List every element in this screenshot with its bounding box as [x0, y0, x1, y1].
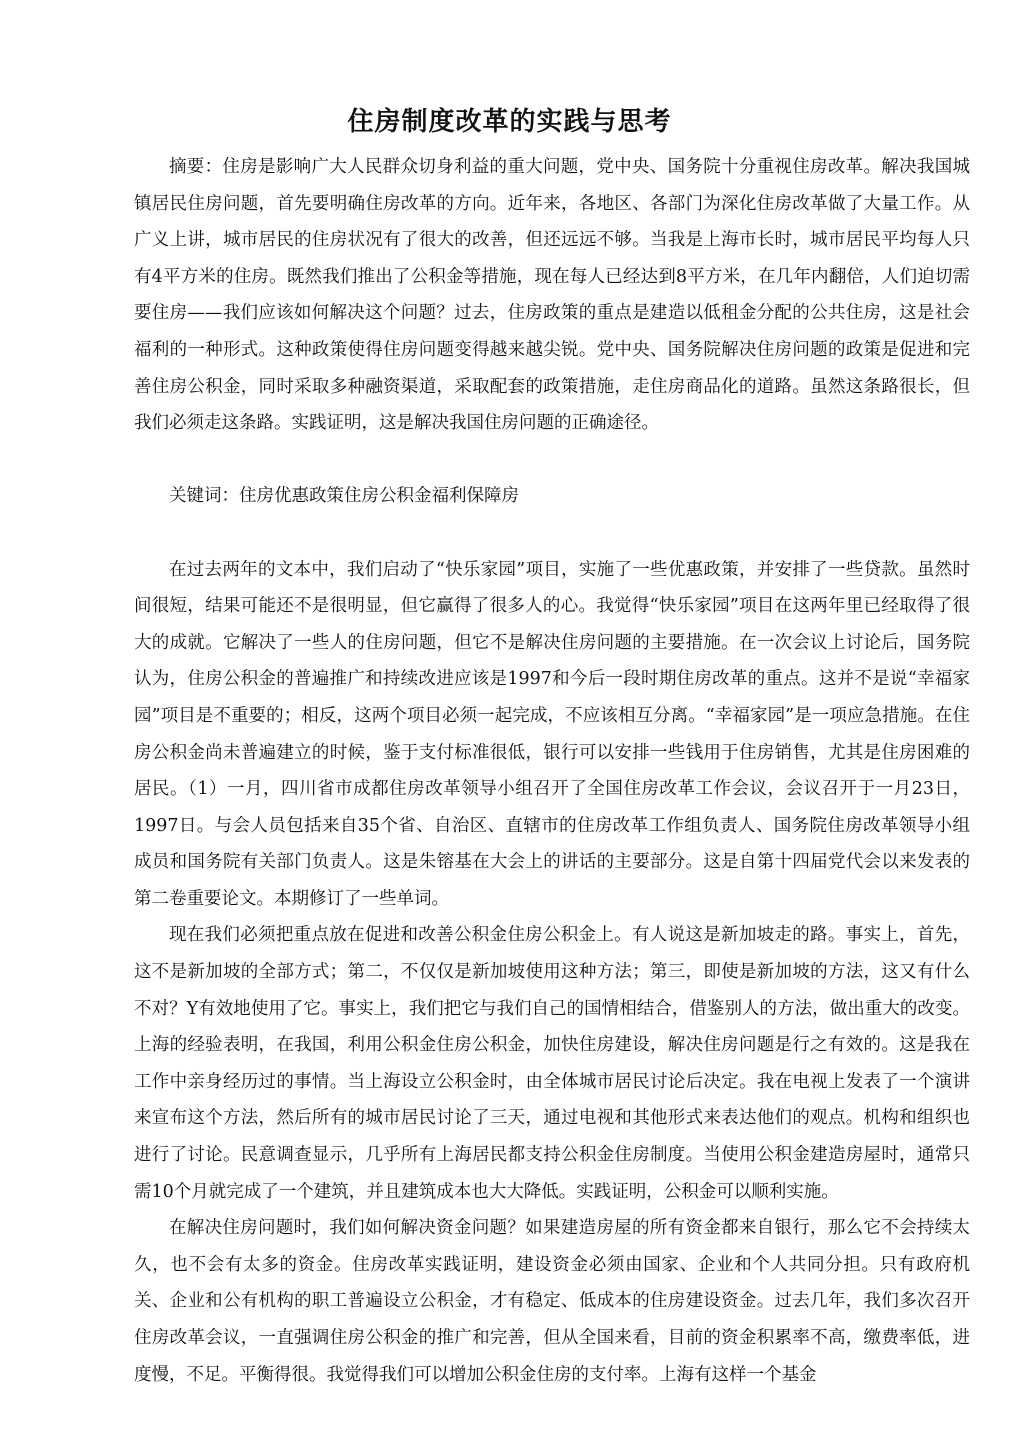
keywords-line: 关键词：住房优惠政策住房公积金福利保障房 [169, 486, 519, 507]
body-paragraph-1: 在过去两年的文本中，我们启动了“快乐家园”项目，实施了一些优惠政策，并安排了一些贷款。虽然时间很短，结果可能还不是很明显，但它赢得了很多人的心。我觉得“快乐家园”项目在这两年里已经取得了很大的成就。它解决了一些人的住房问题，但它不是解决住房问题的主要措施。在一次会议上讨论后，国务院认为，住房公积金的普遍推广和持续改进应该是1997和今后一段时期住房改革的重点。这并不是说“幸福家园”项目是不重要的；相反，这两个项目必须一起完成，不应该相互分离。“幸福家园”是一项应急措施。在住房公积金尚未普遍建立的时候，鉴于支付标准很低，银行可以安排一些钱用于住房销售，尤其是住房困难的居民。（1）一月，四川省市成都住房改革领导小组召开了全国住房改革工作会议，会议召开于一月23日，1997日。与会人员包括来自35个省、自治区、直辖市的住房改革工作组负责人、国务院住房改革领导小组成员和国务院有关部门负责人。这是朱镕基在大会上的讲话的主要部分。这是自第十四届党代会以来发表的第二卷重要论文。本期修订了一些单词。 [134, 559, 970, 909]
document-title: 住房制度改革的实践与思考 [347, 107, 672, 137]
body-paragraph-3: 在解决住房问题时，我们如何解决资金问题？如果建造房屋的所有资金都来自银行，那么它不会持续太久，也不会有太多的资金。住房改革实践证明，建设资金必须由国家、企业和个人共同分担。只有政府机关、企业和公有机构的职工普遍设立公积金，才有稳定、低成本的住房建设资金。过去几年，我们多次召开住房改革会议，一直强调住房公积金的推广和完善，但从全国来看，目前的资金积累率不高，缴费率低，进度慢，不足。平衡得很。我觉得我们可以增加公积金住房的支付率。上海有这样一个基金 [134, 1218, 970, 1385]
blank-line [134, 442, 970, 479]
blank-line [134, 515, 970, 552]
abstract-paragraph: 摘要：住房是影响广大人民群众切身利益的重大问题，党中央、国务院十分重视住房改革。解决我国城镇居民住房问题，首先要明确住房改革的方向。近年来，各地区、各部门为深化住房改革做了大量工作。从广义上讲，城市居民的住房状况有了很大的改善，但还远远不够。当我是上海市长时，城市居民平均每人只有4平方米的住房。既然我们推出了公积金等措施，现在每人已经达到8平方米，在几年内翻倍，人们迫切需要住房——我们应该如何解决这个问题？过去，住房政策的重点是建造以低租金分配的公共住房，这是社会福利的一种形式。这种政策使得住房问题变得越来越尖锐。党中央、国务院解决住房问题的政策是促进和完善住房公积金，同时采取多种融资渠道，采取配套的政策措施，走住房商品化的道路。虽然这条路很长，但我们必须走这条路。实践证明，这是解决我国住房问题的正确途径。 [134, 157, 970, 434]
document-body [134, 149, 970, 1393]
body-paragraph-2: 现在我们必须把重点放在促进和改善公积金住房公积金上。有人说这是新加坡走的路。事实上，首先，这不是新加坡的全部方式；第二，不仅仅是新加坡使用这种方法；第三，即使是新加坡的方法，这又有什么不对？Y有效地使用了它。事实上，我们把它与我们自己的国情相结合，借鉴别人的方法，做出重大的改变。上海的经验表明，在我国，利用公积金住房公积金，加快住房建设，解决住房问题是行之有效的。这是我在工作中亲身经历过的事情。当上海设立公积金时，由全体城市居民讨论后决定。我在电视上发表了一个演讲来宣布这个方法，然后所有的城市居民讨论了三天，通过电视和其他形式来表达他们的观点。机构和组织也进行了讨论。民意调查显示，几乎所有上海居民都支持公积金住房制度。当使用公积金建造房屋时，通常只需10个月就完成了一个建筑，并且建筑成本也大大降低。实践证明，公积金可以顺利实施。 [134, 925, 970, 1202]
